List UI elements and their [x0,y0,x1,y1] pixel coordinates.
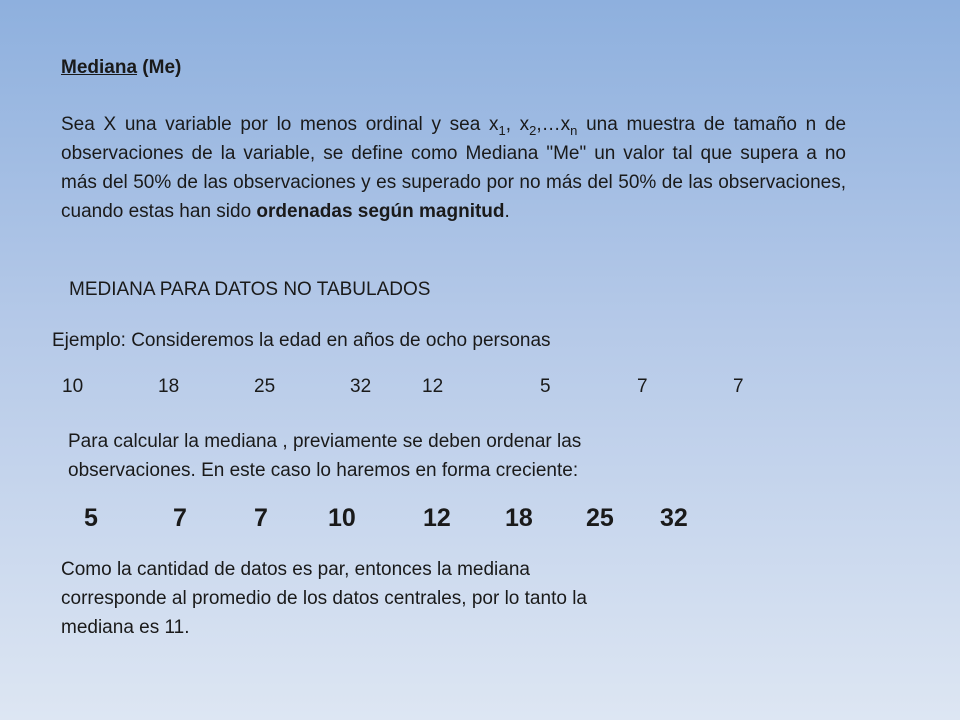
note-line: observaciones. En este caso lo haremos en forma creciente: [68,460,579,481]
definition-bold: ordenadas según magnitud [256,201,505,222]
note-line: Para calcular la mediana , previamente se deben ordenar las [68,431,582,452]
sorted-value: 18 [505,504,533,532]
sorted-value: 25 [586,504,614,532]
sorted-value: 32 [660,504,688,532]
subscript-1: 1 [498,122,506,138]
subscript-2: 2 [529,122,537,138]
raw-value: 18 [158,376,180,397]
definition-text-3: ,…x [536,114,571,135]
sorted-value: 5 [84,504,98,532]
definition-text-2: , x [505,114,530,135]
subscript-n: n [570,122,578,138]
definition-paragraph [61,110,846,226]
conclusion-line: mediana es 11. [61,617,190,638]
conclusion-line: corresponde al promedio de los datos centrales, por lo tanto la [61,588,587,609]
raw-value: 12 [422,376,444,397]
sorted-value: 7 [173,504,187,532]
raw-value: 32 [350,376,372,397]
definition-text-1: Sea X una variable por lo menos ordinal y sea x [61,114,499,135]
conclusion [61,555,587,642]
raw-value: 25 [254,376,276,397]
raw-value: 7 [637,376,648,397]
sorted-value: 12 [423,504,451,532]
raw-value: 5 [540,376,551,397]
title-rest: (Me) [137,57,182,78]
slide-title [61,57,181,79]
sorted-value: 7 [254,504,268,532]
ordering-note [68,427,581,485]
subheading: MEDIANA PARA DATOS NO TABULADOS [69,279,431,300]
sorted-value: 10 [328,504,356,532]
definition-text-4: una muestra de tamaño n de observaciones de la variable, se define como Mediana "Me" un valor tal que supera a no más del 50% de las observaciones y es superado por no más del 50% de las observaciones, cuando estas han sido [61,114,847,222]
title-main: Mediana [61,57,138,78]
example-text: Ejemplo: Consideremos la edad en años de ocho personas [52,330,551,351]
conclusion-line: Como la cantidad de datos es par, entonces la mediana [61,559,530,580]
raw-value: 10 [62,376,84,397]
raw-value: 7 [733,376,744,397]
definition-end: . [504,201,510,222]
